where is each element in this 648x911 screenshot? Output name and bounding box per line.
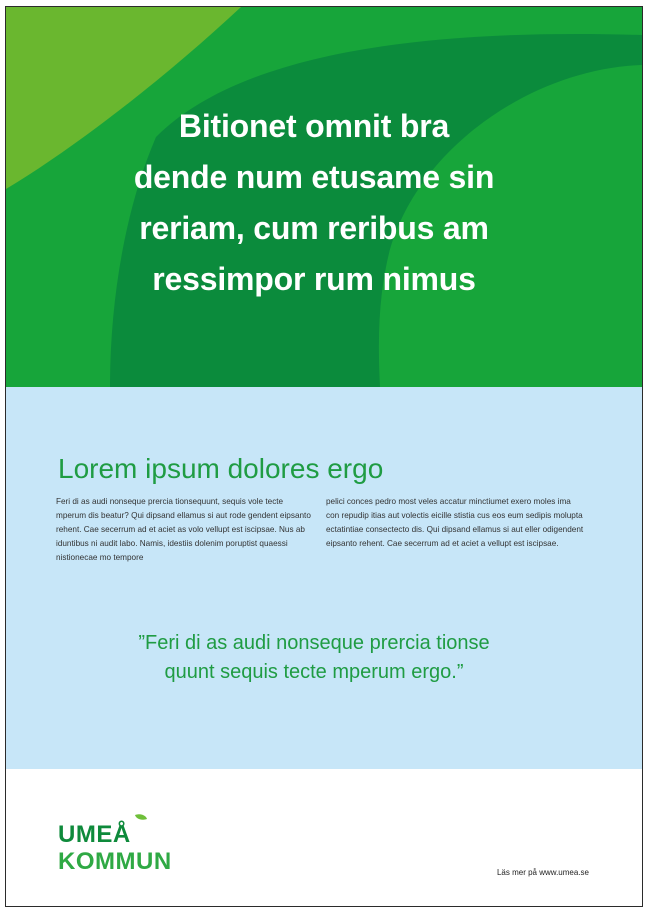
- headline-line: Bitionet omnit bra: [178, 108, 450, 144]
- headline-line: dende num etusame sin: [133, 159, 495, 195]
- article-title: Lorem ipsum dolores ergo: [58, 453, 384, 484]
- quote-line: quunt sequis tecte mperum ergo.”: [164, 661, 464, 683]
- website-link-text: Läs mer på www.umea.se: [496, 868, 589, 877]
- footer: [6, 769, 642, 906]
- article-section: [6, 387, 642, 769]
- hero-banner: [6, 7, 642, 387]
- umea-kommun-logo: [58, 821, 172, 875]
- hero-headline: [6, 101, 622, 305]
- logo-text-line2: KOMMUN: [58, 848, 172, 875]
- pull-quote: [6, 629, 622, 687]
- headline-line: ressimpor rum nimus: [152, 261, 476, 297]
- article-column-right: pelici conces pedro most veles accatur minctiumet exero moles ima con repudip itias aut volectis eicille stistia cus eos eum sedipis molupta ectatintiae consectecto dis. Qui dipsand ellamus si aut eller odigendent eipsanto rehent. Cae secerrum ad et aciet a vellupt est iscipsae.: [326, 497, 584, 548]
- logo-text-line1: UMEÅ: [58, 821, 131, 848]
- headline-line: reriam, cum reribus am: [139, 210, 489, 246]
- poster-page: [5, 6, 643, 907]
- article-column-left: Feri di as audi nonseque prercia tionsequunt, sequis vole tecte mperum dis beatur? Qui dipsand ellamus si aut rode gendent eipsanto rehent. Cae secerrum ad et aciet as volo vellupt est iscipsae. Nus ab iduntibus ni audit labo. Namis, idestiis dolenim poruptist quaessi nistionecae mo tempore: [56, 497, 311, 562]
- quote-line: ”Feri di as audi nonseque prercia tionse: [138, 632, 490, 654]
